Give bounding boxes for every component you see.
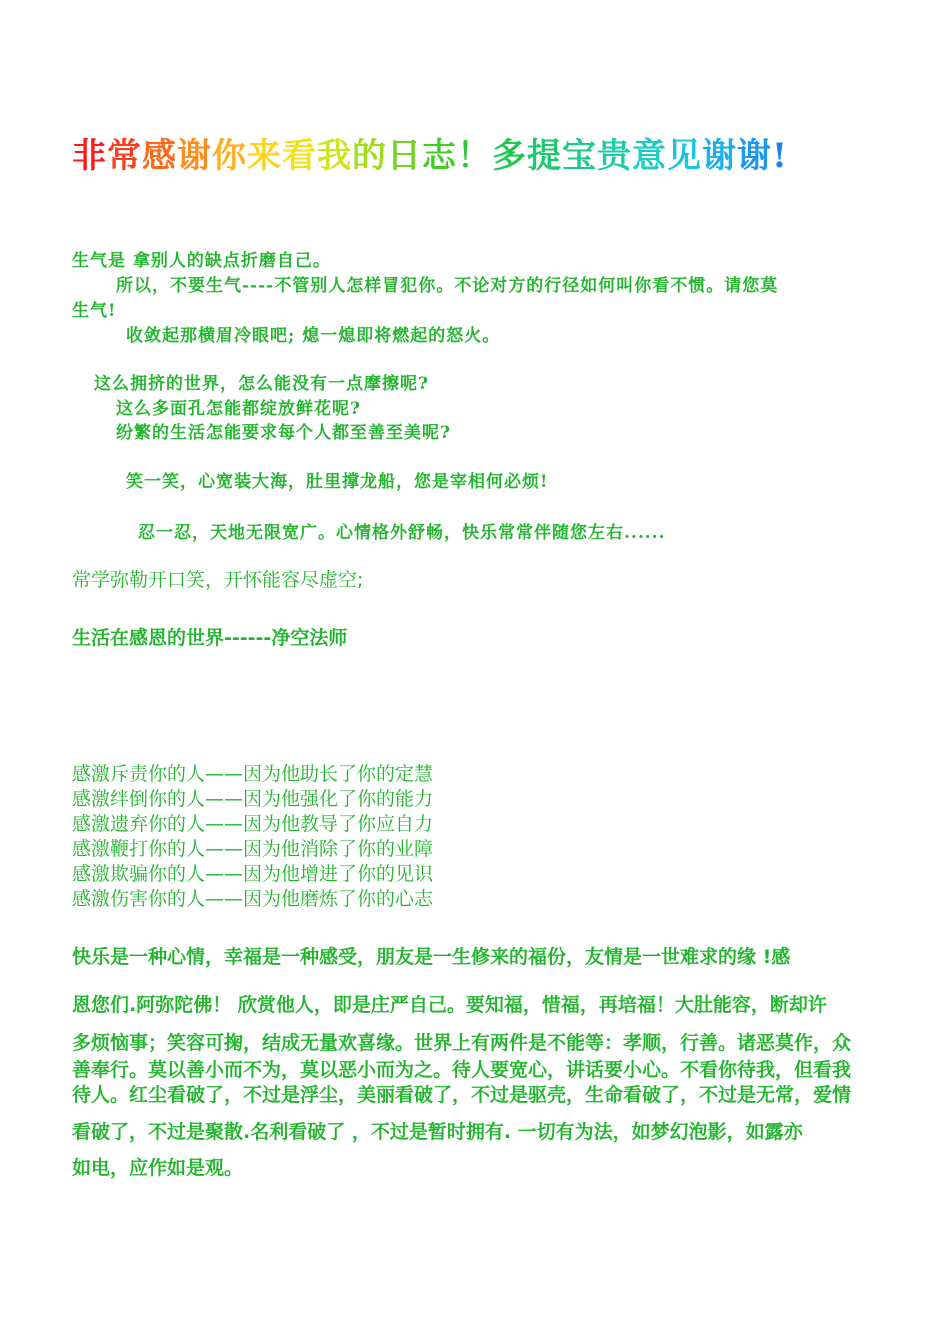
gratitude-line: 感激伤害你的人——因为他磨炼了你的心志 <box>72 888 434 910</box>
gratitude-line: 感激遗弃你的人——因为他教导了你应自力 <box>72 813 434 835</box>
gratitude-line: 感激欺骗你的人——因为他增进了你的见识 <box>72 863 434 885</box>
title-char: ！ <box>457 136 492 176</box>
text-line: 常学弥勒开口笑，开怀能容尽虚空; <box>72 569 364 591</box>
text-line: 忍一忍，天地无限宽广。心情格外舒畅，快乐常常伴随您左右...... <box>138 523 666 543</box>
title-char: 你 <box>212 136 247 176</box>
text-line: 收敛起那横眉冷眼吧; 熄一熄即将燃起的怒火。 <box>126 326 501 346</box>
title-char: 日 <box>387 136 422 176</box>
text-line: 所以，不要生气----不管别人怎样冒犯你。不论对方的行径如何叫你看不惯。请您莫 <box>116 276 779 296</box>
title-char: 多 <box>492 136 527 176</box>
title-char: 志 <box>422 136 457 176</box>
text-line: 笑一笑，心宽装大海，肚里撑龙船，您是宰相何必烦! <box>126 472 549 492</box>
title-char: 谢 <box>737 136 772 176</box>
title-char: 非 <box>72 136 107 176</box>
title-char: 来 <box>247 136 282 176</box>
title-char: 提 <box>527 136 562 176</box>
title-char: 意 <box>632 136 667 176</box>
text-line: 生气是 拿别人的缺点折磨自己。 <box>72 251 331 271</box>
title-char: 宝 <box>562 136 597 176</box>
closing-line: 快乐是一种心情，幸福是一种感受，朋友是一生修来的福份，友情是一世难求的缘 !感 <box>72 946 791 968</box>
page-title <box>72 128 892 176</box>
text-line: 生气! <box>72 301 117 321</box>
closing-line: 待人。红尘看破了，不过是浮尘，美丽看破了，不过是驱壳，生命看破了，不过是无常，爱情 <box>72 1084 852 1106</box>
title-char: ! <box>772 136 788 176</box>
title-char: 见 <box>667 136 702 176</box>
title-char: 看 <box>282 136 317 176</box>
text-line: 纷繁的生活怎能要求每个人都至善至美呢? <box>116 423 451 443</box>
closing-line: 恩您们.阿弥陀佛！ 欣赏他人，即是庄严自己。要知福，惜福，再培福！大肚能容，断却许 <box>72 994 827 1016</box>
gratitude-line: 感激鞭打你的人——因为他消除了你的业障 <box>72 838 434 860</box>
title-char: 谢 <box>177 136 212 176</box>
title-char: 我 <box>317 136 352 176</box>
title-char: 贵 <box>597 136 632 176</box>
text-line: 生活在感恩的世界------净空法师 <box>72 627 348 649</box>
title-char: 谢 <box>702 136 737 176</box>
title-char: 常 <box>107 136 142 176</box>
text-line: 这么多面孔怎能都绽放鲜花呢? <box>116 399 361 419</box>
gratitude-line: 感激斥责你的人——因为他助长了你的定慧 <box>72 763 434 785</box>
text-line: 这么拥挤的世界，怎么能没有一点摩擦呢? <box>94 374 429 394</box>
closing-line: 如电，应作如是观。 <box>72 1157 244 1179</box>
title-char: 的 <box>352 136 387 176</box>
closing-line: 善奉行。莫以善小而不为，莫以恶小而为之。待人要宽心，讲话要小心。不看你待我，但看我 <box>72 1059 852 1081</box>
gratitude-line: 感激绊倒你的人——因为他强化了你的能力 <box>72 788 434 810</box>
closing-line: 看破了，不过是聚散.名利看破了 ，不过是暂时拥有. 一切有为法，如梦幻泡影，如露亦 <box>72 1121 803 1143</box>
title-char: 感 <box>142 136 177 176</box>
closing-line: 多烦恼事；笑容可掬，结成无量欢喜缘。世界上有两件是不能等：孝顺，行善。诸恶莫作，众 <box>72 1032 852 1054</box>
